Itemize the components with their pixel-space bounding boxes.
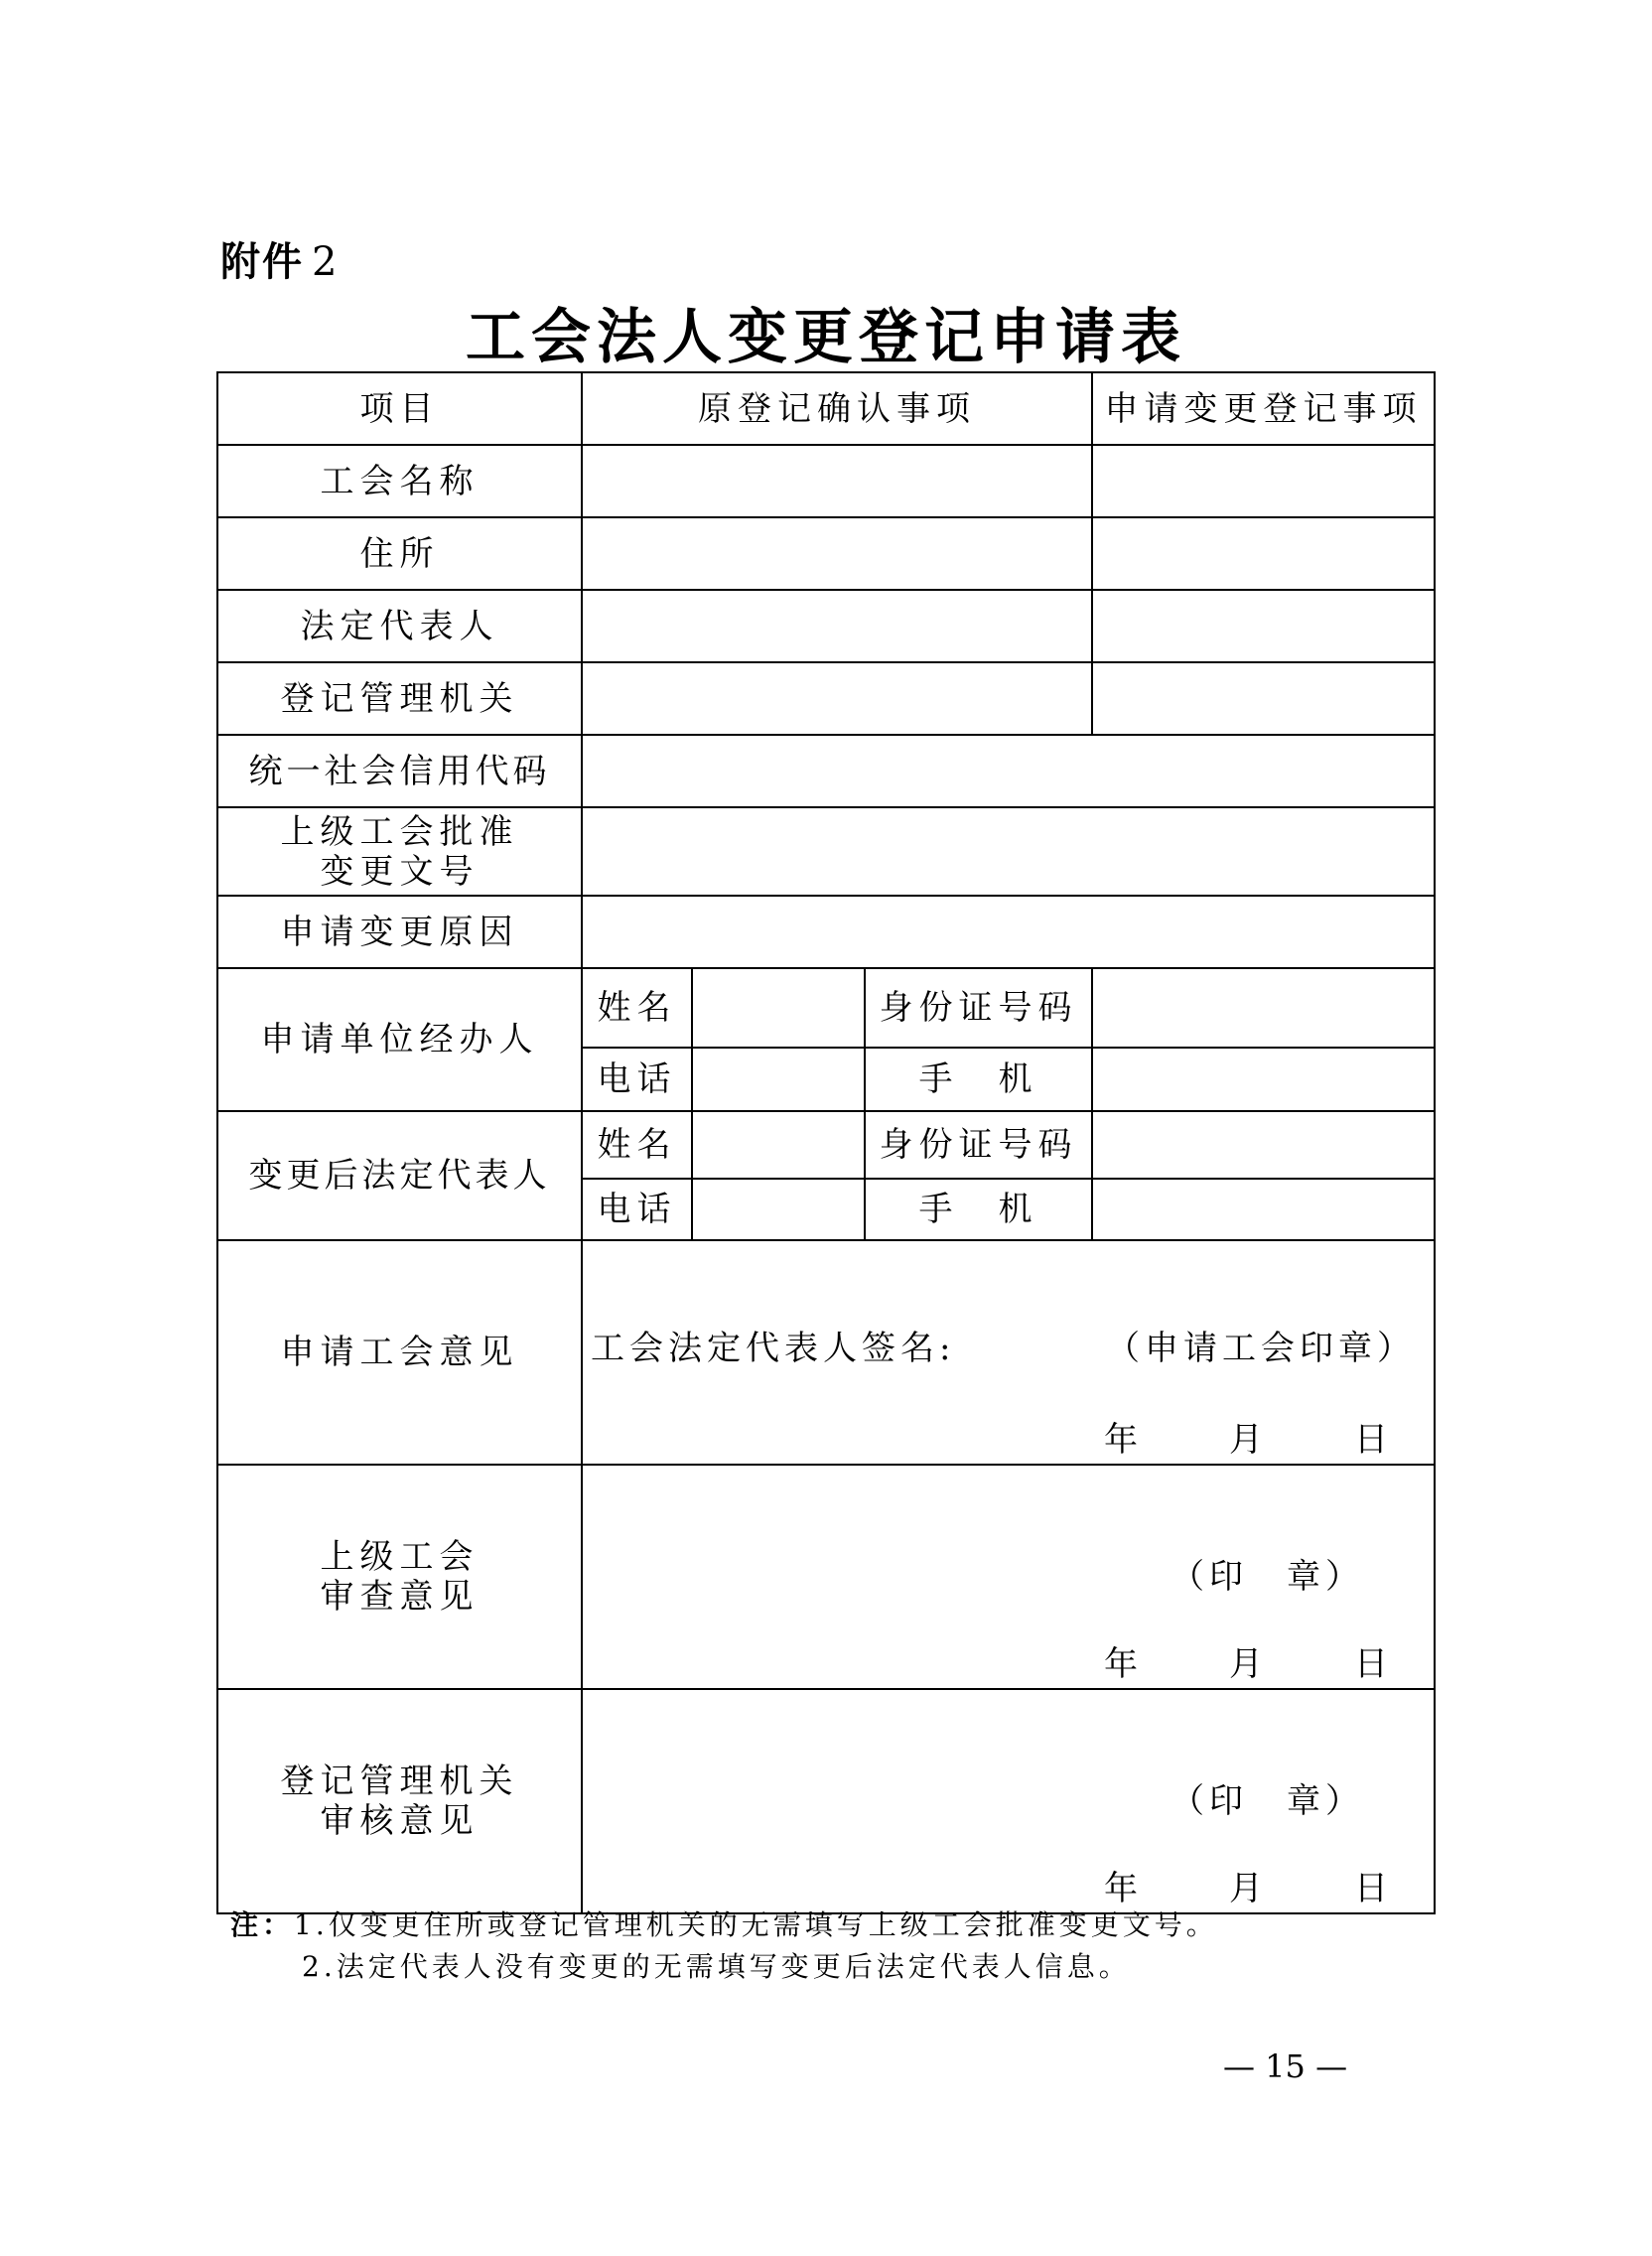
superior-opinion-cell[interactable] (582, 1465, 1435, 1689)
legal-rep-new-cell[interactable] (1092, 590, 1435, 662)
superior-seal-label: （印 章） (1170, 1557, 1364, 1597)
applicant-seal-label: （申请工会印章） (1106, 1329, 1416, 1368)
label-legal-rep: 法定代表人 (217, 590, 582, 662)
note-prefix: 注： (230, 1908, 295, 1941)
reg-authority-new-cell[interactable] (1092, 662, 1435, 735)
form-title: 工会法人变更登记申请表 (466, 303, 1186, 372)
label-reg-authority: 登记管理机关 (217, 662, 582, 735)
year-label: 年 (1104, 1644, 1144, 1684)
new-rep-name-cell[interactable] (692, 1111, 865, 1179)
note-2: 2.法定代表人没有变更的无需填写变更后法定代表人信息。 (302, 1950, 1131, 1983)
page-number: — 15 — (1223, 2047, 1348, 2085)
header-requested: 申请变更登记事项 (1092, 372, 1435, 445)
label-change-reason: 申请变更原因 (217, 896, 582, 968)
legal-rep-original-cell[interactable] (582, 590, 1092, 662)
label-applicant-name: 姓名 (582, 968, 692, 1048)
label-approval-doc (217, 807, 582, 896)
approval-doc-line2: 变更文号 (320, 851, 480, 892)
label-address: 住所 (217, 517, 582, 590)
day-label: 日 (1354, 1420, 1394, 1460)
address-original-cell[interactable] (582, 517, 1092, 590)
table-row (217, 1689, 1435, 1913)
label-new-rep-name: 姓名 (582, 1111, 692, 1179)
new-rep-mobile-cell[interactable] (1092, 1179, 1435, 1240)
year-label: 年 (1104, 1869, 1144, 1908)
month-label: 月 (1229, 1644, 1269, 1684)
label-applicant: 申请单位经办人 (217, 968, 582, 1111)
new-rep-phone-cell[interactable] (692, 1179, 865, 1240)
applicant-name-cell[interactable] (692, 968, 865, 1048)
authority-line2: 审核意见 (320, 1801, 480, 1841)
note-1 (230, 1904, 1218, 1946)
attachment-text: 附件 (220, 239, 304, 285)
new-rep-id-cell[interactable] (1092, 1111, 1435, 1179)
attachment-label (220, 230, 339, 287)
application-form-table (216, 371, 1436, 1914)
table-row (217, 517, 1435, 590)
date-row (1104, 1869, 1394, 1908)
table-row (217, 968, 1435, 1048)
year-label: 年 (1104, 1420, 1144, 1460)
month-label: 月 (1229, 1869, 1269, 1908)
table-row (217, 445, 1435, 517)
month-label: 月 (1229, 1420, 1269, 1460)
note-1-text: 1.仅变更住所或登记管理机关的无需填写上级工会批准变更文号。 (294, 1908, 1218, 1941)
union-name-new-cell[interactable] (1092, 445, 1435, 517)
approval-doc-line1: 上级工会批准 (280, 811, 519, 852)
label-new-rep-phone: 电话 (582, 1179, 692, 1240)
header-original: 原登记确认事项 (582, 372, 1092, 445)
label-superior-opinion (217, 1465, 582, 1689)
label-applicant-id: 身份证号码 (865, 968, 1092, 1048)
table-header-row (217, 372, 1435, 445)
applicant-mobile-cell[interactable] (1092, 1048, 1435, 1111)
authority-opinion-cell[interactable] (582, 1689, 1435, 1913)
union-name-original-cell[interactable] (582, 445, 1092, 517)
authority-seal-label: （印 章） (1170, 1781, 1364, 1821)
day-label: 日 (1354, 1869, 1394, 1908)
approval-doc-cell[interactable] (582, 807, 1435, 896)
table-row (217, 590, 1435, 662)
label-applicant-union-opinion: 申请工会意见 (217, 1240, 582, 1465)
applicant-id-cell[interactable] (1092, 968, 1435, 1048)
table-row (217, 896, 1435, 968)
label-applicant-phone: 电话 (582, 1048, 692, 1111)
label-applicant-mobile: 手 机 (865, 1048, 1092, 1111)
label-credit-code: 统一社会信用代码 (217, 735, 582, 807)
signature-label: 工会法定代表人签名: (591, 1329, 956, 1368)
notes (230, 1904, 1218, 1988)
date-row (1104, 1420, 1394, 1460)
table-row (217, 735, 1435, 807)
table-row (217, 1465, 1435, 1689)
authority-line1: 登记管理机关 (280, 1762, 519, 1801)
date-row (1104, 1644, 1394, 1684)
table-row (217, 1240, 1435, 1465)
day-label: 日 (1354, 1644, 1394, 1684)
label-new-rep: 变更后法定代表人 (217, 1111, 582, 1240)
label-new-rep-mobile: 手 机 (865, 1179, 1092, 1240)
label-new-rep-id: 身份证号码 (865, 1111, 1092, 1179)
credit-code-cell[interactable] (582, 735, 1435, 807)
address-new-cell[interactable] (1092, 517, 1435, 590)
label-authority-opinion (217, 1689, 582, 1913)
table-row (217, 662, 1435, 735)
applicant-union-opinion-cell[interactable] (582, 1240, 1435, 1465)
label-union-name: 工会名称 (217, 445, 582, 517)
table-row (217, 807, 1435, 896)
change-reason-cell[interactable] (582, 896, 1435, 968)
reg-authority-original-cell[interactable] (582, 662, 1092, 735)
table-row (217, 1111, 1435, 1179)
superior-line2: 审查意见 (320, 1577, 480, 1617)
attachment-number: 2 (312, 239, 340, 285)
superior-line1: 上级工会 (320, 1537, 480, 1577)
header-item: 项目 (217, 372, 582, 445)
applicant-phone-cell[interactable] (692, 1048, 865, 1111)
